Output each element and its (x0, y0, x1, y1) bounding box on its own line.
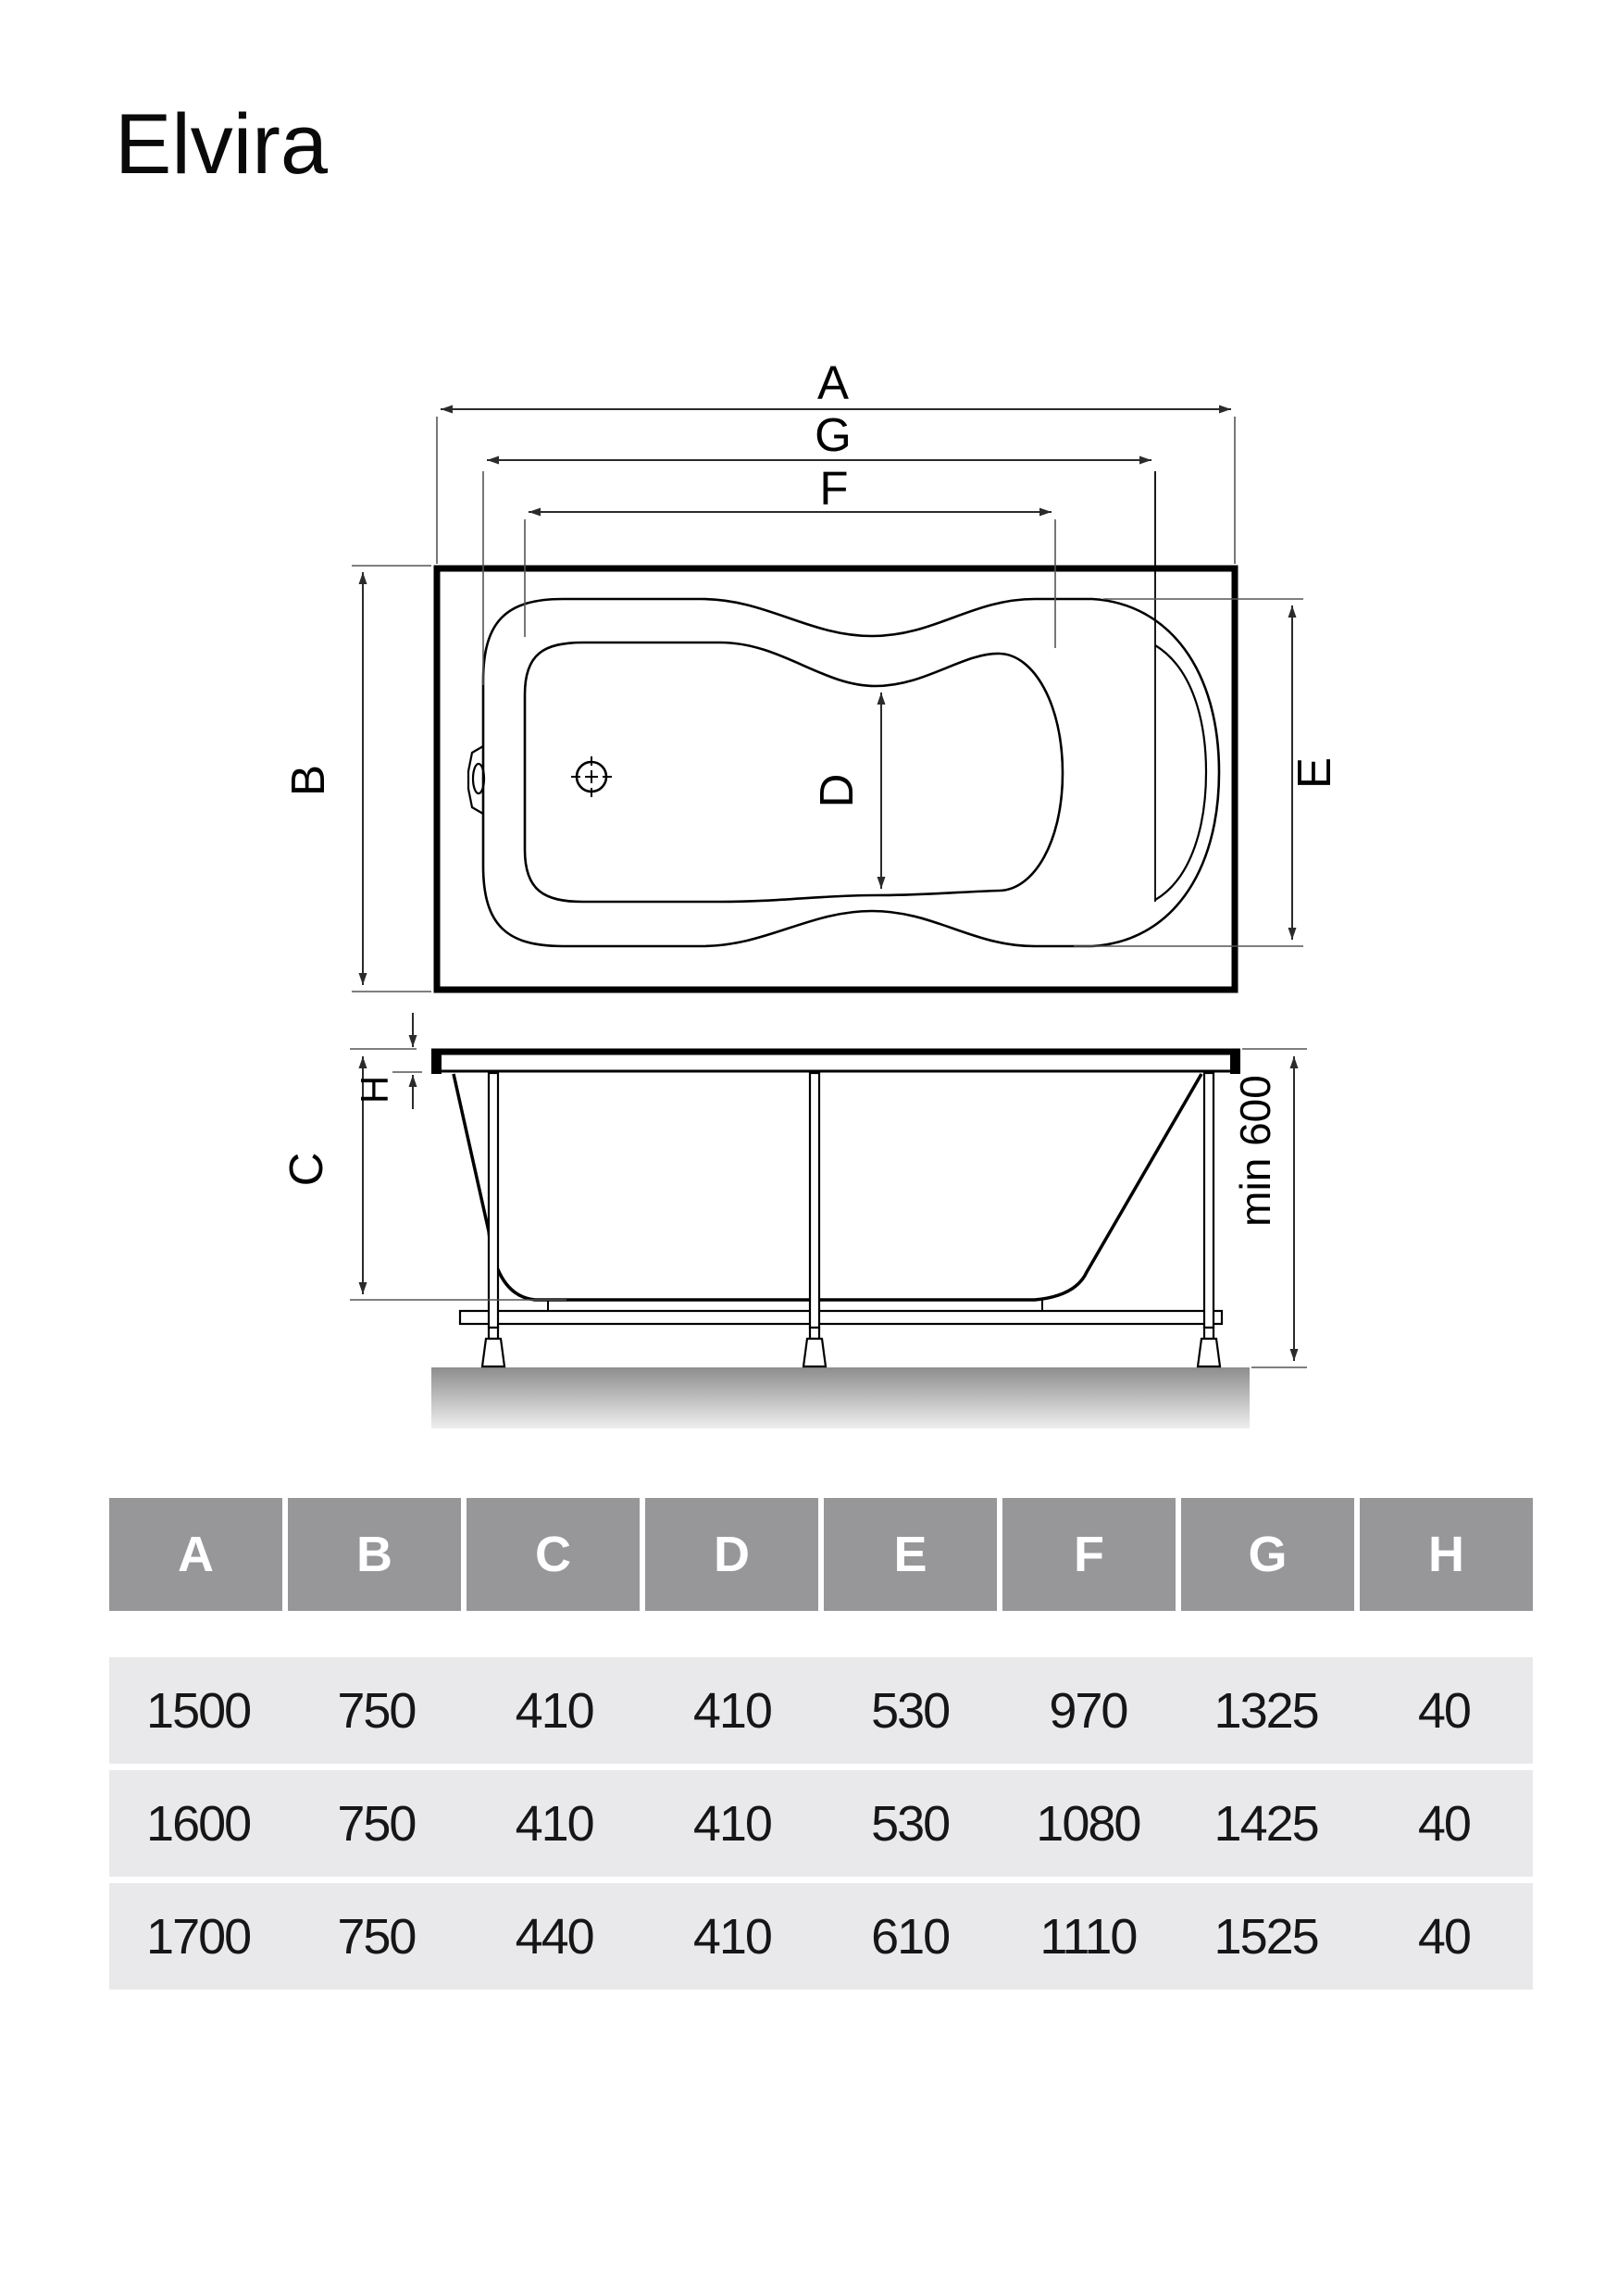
tub-rim-contour (483, 599, 1219, 946)
cell-size2-B: 750 (337, 1795, 416, 1852)
cell-size1-F: 970 (1049, 1682, 1127, 1739)
backrest-arc (1155, 645, 1206, 900)
header-cell-G: G (1181, 1498, 1354, 1611)
cell-size3-B: 750 (337, 1908, 416, 1965)
dim-label-A: A (816, 356, 850, 409)
dimension-table-header (109, 1498, 1533, 1611)
header-cell-B: B (288, 1498, 461, 1611)
page-title: Elvira (115, 97, 329, 192)
dim-label-C: C (280, 1152, 332, 1187)
cell-size1-B: 750 (337, 1682, 416, 1739)
dimension-lines-side (363, 1013, 1294, 1361)
table-row (109, 1883, 1533, 1990)
dim-label-min600: min 600 (1231, 1075, 1279, 1227)
header-cell-A: A (109, 1498, 282, 1611)
dim-label-H: H (353, 1075, 396, 1104)
cell-size3-C: 440 (515, 1908, 593, 1965)
cell-size1-E: 530 (871, 1682, 950, 1739)
cell-size3-E: 610 (871, 1908, 950, 1965)
cell-size3-A: 1700 (146, 1908, 251, 1965)
cell-size1-D: 410 (692, 1682, 771, 1739)
drain-icon (571, 756, 612, 797)
tub-body-profile (454, 1074, 1201, 1300)
legs (489, 1073, 1214, 1328)
cell-size2-E: 530 (871, 1795, 950, 1852)
dim-label-B: B (281, 764, 334, 797)
frame-connectors (548, 1300, 1042, 1311)
cell-size3-H: 40 (1417, 1908, 1470, 1965)
header-cell-H: H (1360, 1498, 1533, 1611)
cell-size2-G: 1425 (1214, 1795, 1318, 1852)
cell-size1-A: 1500 (146, 1682, 251, 1739)
cell-size3-F: 1110 (1039, 1908, 1137, 1965)
table-row (109, 1657, 1533, 1764)
cell-size1-H: 40 (1417, 1682, 1470, 1739)
header-cell-C: C (467, 1498, 640, 1611)
dimension-table (109, 1498, 1533, 1990)
dim-label-F: F (819, 462, 849, 515)
ground (431, 1367, 1250, 1429)
dim-label-G: G (815, 408, 852, 461)
header-cell-E: E (824, 1498, 997, 1611)
table-row (109, 1770, 1533, 1877)
side-view (431, 1049, 1250, 1429)
cell-size2-H: 40 (1417, 1795, 1470, 1852)
cell-size2-C: 410 (515, 1795, 593, 1852)
cell-size3-D: 410 (692, 1908, 771, 1965)
tub-rim-profile (431, 1049, 1240, 1074)
header-cell-D: D (645, 1498, 818, 1611)
top-view (437, 471, 1235, 990)
adjustable-feet (482, 1328, 1220, 1366)
overflow-icon (468, 746, 484, 814)
dim-label-D: D (810, 773, 863, 808)
cell-size3-G: 1525 (1214, 1908, 1318, 1965)
dim-label-E: E (1288, 756, 1340, 790)
frame-rail (460, 1311, 1222, 1324)
cell-size2-A: 1600 (146, 1795, 251, 1852)
cell-size2-D: 410 (692, 1795, 771, 1852)
header-cell-F: F (1002, 1498, 1176, 1611)
cell-size1-G: 1325 (1214, 1682, 1318, 1739)
cell-size1-C: 410 (515, 1682, 593, 1739)
cell-size2-F: 1080 (1036, 1795, 1140, 1852)
